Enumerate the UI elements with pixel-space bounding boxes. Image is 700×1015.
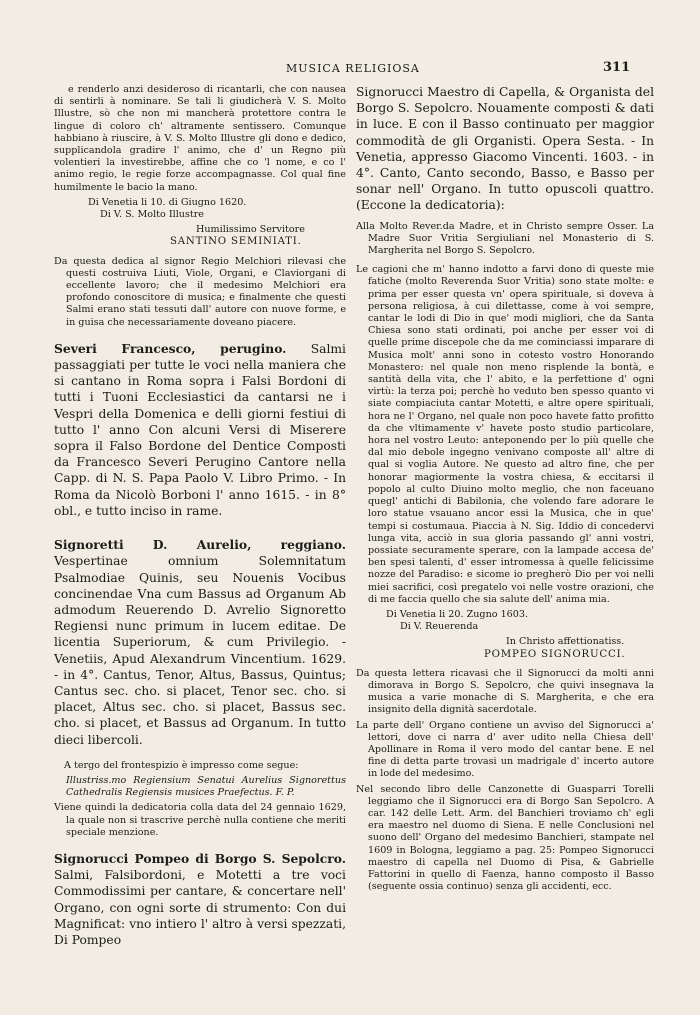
page-number: 311	[603, 60, 631, 75]
letter-salutation: Di V. S. Molto Illustre	[100, 209, 204, 221]
commentary-letter: Da questa lettera ricavasi che il Signorucci da molti anni dimorava in Borgo S. Sepolcro, che quivi insegnava la musica a varie monache di S. Margherita, e che era insignito della dignità sacerdotale.	[356, 667, 654, 716]
entry-signorucci-continued: Signorucci Maestro di Capella, & Organista del Borgo S. Sepolcro. Nouamente composti & dati in luce. E con il Basso continuato per maggior commodità de gli Organisti. Opera Sesta. - In Venetia, appresso Giacomo Vincenti. 1603. - in 4°. Canto, Canto secondo, Basso, e Basso per sonar nell' Organo. In tutto opuscoli quattro. (Eccone la dedicatoria):	[356, 85, 654, 213]
frontispiece-quote: Illustriss.mo Regiensium Senatui Aurelius Signorettus Cathedralis Regiensis musices Praefectus. F. P.	[66, 774, 346, 799]
commentary-paragraph: Da questa dedica al signor Regio Melchiori rilevasi che questi costruiva Liuti, Viole, Organi, e Claviorgani di eccellente lavoro; che il medesimo Melchiori era profondo conoscitore di musica; e finalmente che questi Salmi erano stati tessuti dall' autore con nuove forme, e in guisa che necessariamente doveano piacere.	[54, 255, 346, 328]
dedication-date: Di Venetia li 20. Zugno 1603.	[386, 608, 529, 620]
dedication-address: Alla Molto Rever.da Madre, et in Christo sempre Osser. La Madre Suor Vritia Sergiuliani nel Monasterio di S. Margherita nel Borgo S. Sepolcro.	[356, 220, 654, 257]
commentary-organ-part: La parte dell' Organo contiene un avviso del Signorucci a' lettori, dove ci narra d' aver udito nella Chiesa dell' Apollinare in Roma il vero modo del cantar bene. E nel fine di detta parte trovasi un madrigale d' incerto autore in lode del medesimo.	[356, 719, 654, 780]
dedication-signer: POMPEO SIGNORUCCI.	[484, 648, 626, 660]
commentary-torelli: Nel secondo libro delle Canzonette di Guasparri Torelli leggiamo che il Signorucci era di Borgo San Sepolcro. A car. 142 delle Lett. Arm. del Banchieri troviamo ch' egli era maestro nel duomo di Siena. E nelle Conclusioni nel suono dell' Organo del medesimo Banchieri, stampate nel 1609 in Bologna, leggiamo a pag. 25: Pompeo Signorucci maestro di capella nel Duomo di Pisa, & Gabrielle Fattorini in quello di Faenza, hanno composto il Basso (seguente ossia continuo) senza gli accidenti, ecc.	[356, 783, 654, 893]
entry-severi-name: Severi Francesco, perugino.	[54, 340, 287, 356]
dedication-salutation: Di V. Reuerenda	[400, 621, 479, 633]
right-column	[356, 84, 654, 893]
entry-signoretti-name: Signoretti D. Aurelio, reggiano.	[54, 537, 346, 553]
left-column	[54, 84, 346, 948]
entry-signorucci-name: Signorucci Pompeo di Borgo S. Sepolcro.	[54, 850, 346, 866]
dedication-note: Viene quindi la dedicatoria colla data del 24 gennaio 1629, la quale non si trascrive perchè nulla contiene che meriti speciale menzione.	[54, 802, 346, 838]
running-title: MUSICA RELIGIOSA	[286, 62, 420, 75]
entry-severi	[54, 341, 346, 519]
letter-end-paragraph: e renderlo anzi desideroso di ricantarli, che con nausea di sentirli à nominare. Se tali li giudicherà V. S. Molto Illustre, sò che non mi mancherà protettore contra le lingue di coloro ch' altramente sentissero. Comunque habbiano à riuscire, à V. S. Molto Illustre gli dono e dedico, supplicandola gradire l' animo, che d' un Regno più volentieri la investirebbe, affine che co 'l nome, e co l' animo regio, le regie forze accompagnasse. Col qual fine humilmente le bacio la mano.	[54, 84, 346, 193]
entry-signorucci-text: Salmi, Falsibordoni, e Motetti a tre voci Commodissimi per cantare, & concertare nell' Organo, con ogni sorte di strumento: Con dui Magnificat: vno intiero l' altro à versi spezzati, Di Pompeo	[54, 868, 346, 947]
frontispiece-note: A tergo del frontespizio è impresso come segue:	[64, 759, 299, 771]
entry-signorucci	[54, 851, 346, 948]
entry-severi-text: Salmi passaggiati per tutte le voci nella maniera che si cantano in Roma sopra i Falsi Bordoni di tutti i Tuoni Ecclesiastici da cantarsi ne i Vespri della Domenica e delli giorni festiui di tutto l' anno Con alcuni Versi di Miserere sopra il Falso Bordone del Dentice Composti da Francesco Severi Perugino Cantore nella Capp. di N. S. Papa Paolo V. Libro Primo. - In Roma da Nicolò Borboni l' anno 1615. - in 8° obl., e tutto inciso in rame.	[54, 341, 346, 518]
entry-signoretti	[54, 537, 346, 748]
dedication-letter: Le cagioni che m' hanno indotto a farvi dono di queste mie fatiche (molto Reverenda Suor Vritia) sono state molte: e prima per esser questa vn' opera spirituale, si doveva à persona religiosa, à cui dilettasse, come à voi sempre, cantar le lodi di Dio in que' modi migliori, che da Santa Chiesa sono stati ordinati, poi anche per esser voi di quelle prime discepole che da me cominciassi imparare di Musica molt' anni sono in cotesto vostro Honorando Monastero: nel quale non meno risplende la bontà, e santità della vita, che l' abito, e la perfettione d' ogni virtù: la terza poi; perchè ho veduto ben spesso quanto vi siate compiaciuta cantar Motetti, e altre opere spirituali, hora ne l' Organo, nel quale non poco havete fatto profitto da che vltimamente v' havete posto studio particolare, hora nel vostro Leuto: anteponendo per lo più quelle che dal mio debole ingegno venivano composte all' altre di qual si voglia Autore. Ne questo ad altro fine, che per honorar magiormente la vostra chiesa, & eccitarsi il popolo al culto Diuino molto meglio, che non faceuano quegl' antichi di Babilonia, che volendo fare adorare le loro statue vsauano ancor essi la Musica, che in que' tempi si costumaua. Piaccia à N. Sig. Iddio di concedervi lunga vita, acciò in sua gloria passando gl' anni vostri, possiate securamente sperare, con la lampade accesa de' ben spesi talenti, d' esser intromessa à quelle felicissime nozze del Paradiso: e sicome io pregherò Dio per voi nelli miei sacrifici, così pregatelo voi nelle vostre orazioni, che di me faccia quello che sia salute dell' anima mia.	[356, 264, 654, 605]
running-header	[0, 62, 700, 82]
entry-signoretti-text: Vespertinae omnium Solemnitatum Psalmodiae Quinis, seu Nouenis Vocibus concinendae Vna cum Bassus ad Organum Ab admodum Reuerendo D. Avrelio Signoretto Regiensi nunc primum in lucem editae. De licentia Superiorum, & cum Privilegio. - Venetiis, Apud Alexandrum Vincentium. 1629. - in 4°. Cantus, Tenor, Altus, Bassus, Quintus; Cantus sec. cho. si placet, Tenor sec. cho. si placet, Altus sec. cho. si placet, Bassus sec. cho. si placet, et Bassus ad Organum. In tutto dieci libercoli.	[54, 554, 346, 747]
letter-servant: Humilissimo Servitore	[196, 224, 305, 236]
letter-date: Di Venetia li 10. di Giugno 1620.	[88, 196, 247, 208]
letter-signer: SANTINO SEMINIATI.	[170, 236, 302, 248]
dedication-servant: In Christo affettionatiss.	[506, 636, 625, 648]
